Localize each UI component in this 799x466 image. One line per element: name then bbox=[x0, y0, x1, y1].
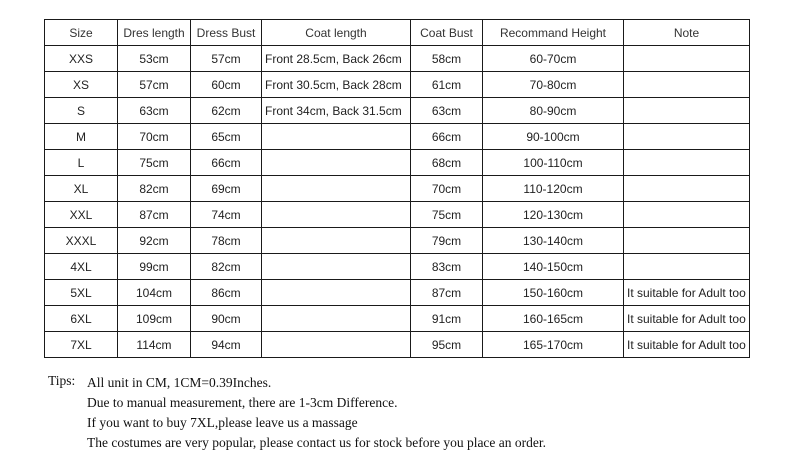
cell-size: XL bbox=[45, 176, 118, 202]
cell-size: 7XL bbox=[45, 332, 118, 358]
table-row bbox=[45, 306, 750, 332]
table-row bbox=[45, 280, 750, 306]
header-size: Size bbox=[45, 20, 118, 46]
cell-note: It suitable for Adult too bbox=[624, 280, 750, 306]
tips-lines bbox=[87, 373, 767, 453]
cell-dress-length: 63cm bbox=[118, 98, 191, 124]
cell-coat-length bbox=[262, 306, 411, 332]
cell-coat-length bbox=[262, 124, 411, 150]
cell-note bbox=[624, 254, 750, 280]
cell-coat-bust: 95cm bbox=[411, 332, 483, 358]
cell-recommended-height: 70-80cm bbox=[483, 72, 624, 98]
cell-size: XXXL bbox=[45, 228, 118, 254]
cell-dress-bust: 90cm bbox=[191, 306, 262, 332]
table-row bbox=[45, 72, 750, 98]
cell-coat-bust: 58cm bbox=[411, 46, 483, 72]
cell-coat-bust: 68cm bbox=[411, 150, 483, 176]
cell-note bbox=[624, 46, 750, 72]
cell-coat-bust: 63cm bbox=[411, 98, 483, 124]
cell-recommended-height: 100-110cm bbox=[483, 150, 624, 176]
cell-recommended-height: 110-120cm bbox=[483, 176, 624, 202]
cell-coat-length: Front 30.5cm, Back 28cm bbox=[262, 72, 411, 98]
cell-note: It suitable for Adult too bbox=[624, 306, 750, 332]
cell-recommended-height: 60-70cm bbox=[483, 46, 624, 72]
cell-note bbox=[624, 98, 750, 124]
table-row bbox=[45, 176, 750, 202]
cell-coat-length bbox=[262, 332, 411, 358]
cell-coat-length bbox=[262, 202, 411, 228]
cell-size: 5XL bbox=[45, 280, 118, 306]
table-row bbox=[45, 98, 750, 124]
tip-line: Due to manual measurement, there are 1-3cm Difference. bbox=[87, 395, 398, 410]
cell-recommended-height: 90-100cm bbox=[483, 124, 624, 150]
cell-coat-bust: 61cm bbox=[411, 72, 483, 98]
cell-dress-length: 99cm bbox=[118, 254, 191, 280]
tip-line: If you want to buy 7XL,please leave us a massage bbox=[87, 415, 358, 430]
header-dress-length: Dres length bbox=[118, 20, 191, 46]
cell-coat-length bbox=[262, 254, 411, 280]
cell-dress-bust: 86cm bbox=[191, 280, 262, 306]
cell-dress-length: 82cm bbox=[118, 176, 191, 202]
cell-recommended-height: 80-90cm bbox=[483, 98, 624, 124]
tip-line: The costumes are very popular, please contact us for stock before you place an order. bbox=[87, 435, 547, 450]
cell-coat-length bbox=[262, 228, 411, 254]
cell-dress-bust: 69cm bbox=[191, 176, 262, 202]
table-header-row bbox=[45, 20, 750, 46]
tips-label: Tips: bbox=[48, 373, 76, 388]
cell-coat-length bbox=[262, 280, 411, 306]
cell-dress-bust: 60cm bbox=[191, 72, 262, 98]
cell-dress-length: 70cm bbox=[118, 124, 191, 150]
cell-note bbox=[624, 176, 750, 202]
cell-size: M bbox=[45, 124, 118, 150]
header-coat-bust: Coat Bust bbox=[411, 20, 483, 46]
table-row bbox=[45, 332, 750, 358]
cell-dress-length: 92cm bbox=[118, 228, 191, 254]
cell-size: XS bbox=[45, 72, 118, 98]
cell-dress-bust: 82cm bbox=[191, 254, 262, 280]
cell-coat-bust: 87cm bbox=[411, 280, 483, 306]
cell-dress-length: 114cm bbox=[118, 332, 191, 358]
cell-note bbox=[624, 150, 750, 176]
cell-recommended-height: 130-140cm bbox=[483, 228, 624, 254]
cell-coat-bust: 66cm bbox=[411, 124, 483, 150]
header-note: Note bbox=[624, 20, 750, 46]
header-coat-length: Coat length bbox=[262, 20, 411, 46]
cell-dress-length: 57cm bbox=[118, 72, 191, 98]
cell-recommended-height: 160-165cm bbox=[483, 306, 624, 332]
header-dress-bust: Dress Bust bbox=[191, 20, 262, 46]
cell-recommended-height: 165-170cm bbox=[483, 332, 624, 358]
tip-line: All unit in CM, 1CM=0.39Inches. bbox=[87, 375, 272, 390]
cell-dress-length: 87cm bbox=[118, 202, 191, 228]
cell-note: It suitable for Adult too bbox=[624, 332, 750, 358]
cell-dress-bust: 65cm bbox=[191, 124, 262, 150]
cell-coat-length bbox=[262, 150, 411, 176]
cell-dress-bust: 74cm bbox=[191, 202, 262, 228]
cell-coat-bust: 70cm bbox=[411, 176, 483, 202]
table-row bbox=[45, 228, 750, 254]
cell-size: 4XL bbox=[45, 254, 118, 280]
cell-note bbox=[624, 202, 750, 228]
cell-recommended-height: 140-150cm bbox=[483, 254, 624, 280]
cell-coat-length bbox=[262, 176, 411, 202]
size-chart-table bbox=[44, 19, 750, 358]
table-body bbox=[45, 46, 750, 358]
cell-size: 6XL bbox=[45, 306, 118, 332]
cell-dress-length: 104cm bbox=[118, 280, 191, 306]
table-row bbox=[45, 202, 750, 228]
table-row bbox=[45, 46, 750, 72]
cell-coat-length: Front 34cm, Back 31.5cm bbox=[262, 98, 411, 124]
cell-dress-length: 109cm bbox=[118, 306, 191, 332]
cell-dress-bust: 94cm bbox=[191, 332, 262, 358]
cell-coat-bust: 75cm bbox=[411, 202, 483, 228]
cell-dress-bust: 57cm bbox=[191, 46, 262, 72]
cell-size: L bbox=[45, 150, 118, 176]
table-row bbox=[45, 150, 750, 176]
cell-dress-length: 53cm bbox=[118, 46, 191, 72]
cell-dress-bust: 66cm bbox=[191, 150, 262, 176]
cell-size: XXL bbox=[45, 202, 118, 228]
table-row bbox=[45, 254, 750, 280]
cell-coat-bust: 91cm bbox=[411, 306, 483, 332]
cell-note bbox=[624, 228, 750, 254]
cell-note bbox=[624, 72, 750, 98]
cell-dress-bust: 62cm bbox=[191, 98, 262, 124]
table-row bbox=[45, 124, 750, 150]
cell-size: S bbox=[45, 98, 118, 124]
cell-recommended-height: 150-160cm bbox=[483, 280, 624, 306]
cell-recommended-height: 120-130cm bbox=[483, 202, 624, 228]
cell-coat-bust: 79cm bbox=[411, 228, 483, 254]
header-recommended-height: Recommand Height bbox=[483, 20, 624, 46]
cell-dress-length: 75cm bbox=[118, 150, 191, 176]
cell-note bbox=[624, 124, 750, 150]
cell-coat-length: Front 28.5cm, Back 26cm bbox=[262, 46, 411, 72]
cell-coat-bust: 83cm bbox=[411, 254, 483, 280]
cell-dress-bust: 78cm bbox=[191, 228, 262, 254]
cell-size: XXS bbox=[45, 46, 118, 72]
